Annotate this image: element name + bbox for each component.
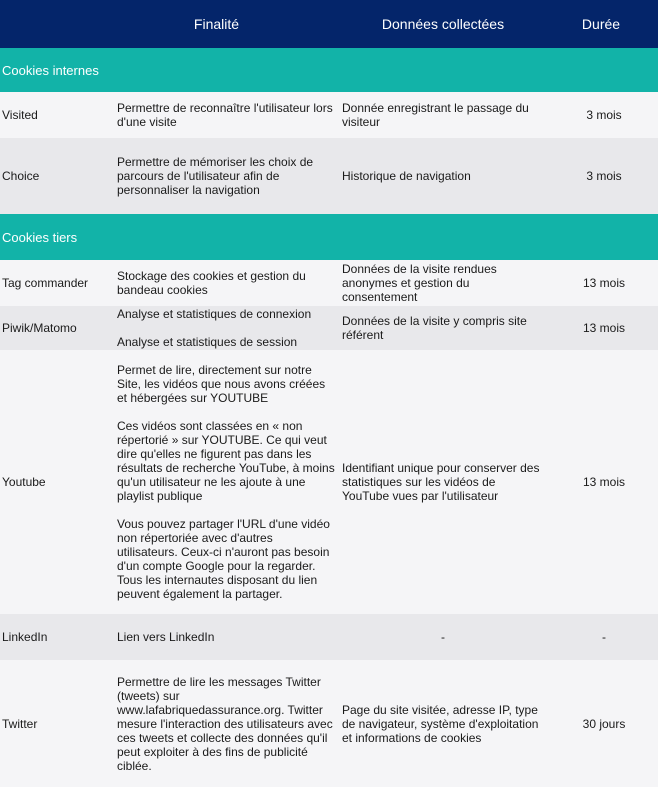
header-name — [0, 0, 114, 48]
row-duration: 13 mois — [582, 475, 626, 489]
row-data: Historique de navigation — [342, 169, 471, 183]
row-duration: 3 mois — [586, 169, 622, 183]
row-purpose: Permettre de reconnaître l'utilisateur lors d'une visite — [117, 101, 333, 129]
header-data: Données collectées — [381, 16, 505, 32]
row-name: Twitter — [2, 716, 38, 731]
row-data: Données de la visite y compris site référent — [342, 314, 527, 342]
row-purpose: Permettre de lire les messages Twitter (tweets) sur www.lafabriquedassurance.org. Twitter mesure l'interaction des utilisateurs avec ces tweets et collecte des données qu'il peut exploiter à des fins de publicité ciblée. — [117, 674, 333, 773]
table-row-youtube — [0, 350, 658, 614]
row-purpose — [114, 363, 340, 601]
table-row-piwik — [0, 306, 658, 350]
table-row-choice — [0, 138, 658, 214]
table-row-visited — [0, 92, 658, 138]
row-name: Tag commander — [2, 276, 89, 290]
purpose-part: Analyse et statistiques de session — [117, 335, 298, 349]
row-data: Données de la visite rendues anonymes et gestion du consentement — [342, 262, 497, 304]
row-duration: 13 mois — [582, 321, 626, 335]
row-duration: 30 jours — [582, 716, 626, 731]
row-name: Youtube — [2, 475, 46, 489]
purpose-part: Vous pouvez partager l'URL d'une vidéo non répertoriée avec d'autres utilisateurs. Ceux-ci n'auront pas besoin d'un compte Google pour la regarder. Tous les internautes disposant du lien peuvent également la partager. — [117, 517, 330, 601]
row-name: LinkedIn — [2, 630, 48, 644]
row-duration: - — [602, 630, 606, 644]
row-duration: 3 mois — [586, 108, 622, 122]
table-row-twitter — [0, 660, 658, 787]
row-purpose: Lien vers LinkedIn — [117, 630, 215, 644]
section-internal-title: Cookies internes — [2, 62, 99, 78]
header-duration: Durée — [581, 16, 621, 32]
row-name: Choice — [2, 169, 40, 183]
header-purpose: Finalité — [193, 16, 240, 32]
purpose-part: Analyse et statistiques de connexion — [117, 307, 312, 321]
row-duration: 13 mois — [582, 276, 626, 290]
row-data: Identifiant unique pour conserver des statistiques sur les vidéos de YouTube vues par l'utilisateur — [342, 461, 540, 503]
table-header — [0, 0, 658, 48]
purpose-part: Ces vidéos sont classées en « non répertorié » sur YOUTUBE. Ce qui veut dire qu'elles ne figurent pas dans les résultats de recherche YouTube, à moins qu'un utilisateur ne les ajoute à une playlist publique — [117, 419, 335, 503]
row-purpose: Stockage des cookies et gestion du bandeau cookies — [117, 269, 306, 297]
section-third-party — [0, 214, 658, 260]
row-data: Donnée enregistrant le passage du visiteur — [342, 101, 529, 129]
row-data: Page du site visitée, adresse IP, type de navigateur, système d'exploitation et informations de cookies — [342, 702, 539, 745]
row-name: Piwik/Matomo — [2, 321, 77, 335]
table-row-linkedin — [0, 614, 658, 660]
row-data: - — [441, 630, 445, 644]
purpose-part: Permet de lire, directement sur notre Site, les vidéos que nous avons créées et hébergées sur YOUTUBE — [117, 363, 326, 405]
table-row-tag-commander — [0, 260, 658, 306]
row-name: Visited — [2, 108, 38, 122]
row-purpose: Permettre de mémoriser les choix de parcours de l'utilisateur afin de personnaliser la navigation — [117, 155, 314, 197]
row-purpose — [114, 307, 340, 349]
section-internal — [0, 48, 658, 92]
section-third-party-title: Cookies tiers — [2, 229, 78, 245]
